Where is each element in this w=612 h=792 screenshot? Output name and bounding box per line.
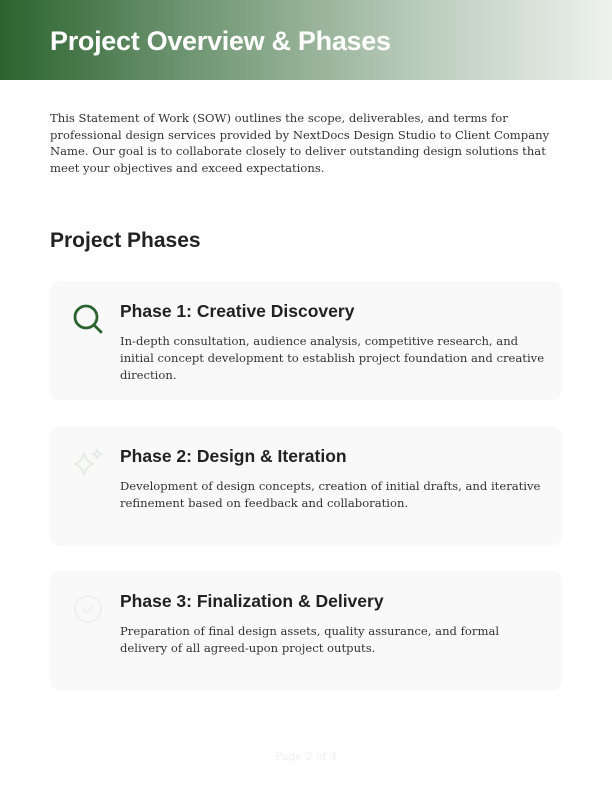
page-header	[0, 0, 612, 80]
page-title: Project Overview & Phases	[50, 26, 391, 56]
intro-paragraph: This Statement of Work (SOW) outlines the scope, deliverables, and terms for professional design services provided by NextDocs Design Studio to Client Company Name. Our goal is to collaborate closely to deliver outstanding design solutions that meet your objectives and exceed expectations.	[50, 111, 550, 175]
phase-card-3	[50, 571, 562, 691]
sparkles-icon	[70, 446, 106, 482]
phase-card-2	[50, 426, 562, 546]
check-circle-icon	[70, 591, 106, 627]
phase-description: In-depth consultation, audience analysis, competitive research, and initial concept development to establish project foundation and creative direction.	[120, 334, 545, 382]
phase-title: Phase 3: Finalization & Delivery	[120, 591, 384, 611]
phase-description: Development of design concepts, creation of initial drafts, and iterative refinement based on feedback and collaboration.	[120, 479, 541, 510]
phase-description: Preparation of final design assets, quality assurance, and formal delivery of all agreed-upon project outputs.	[120, 624, 500, 655]
phase-title: Phase 1: Creative Discovery	[120, 301, 355, 321]
phase-title: Phase 2: Design & Iteration	[120, 446, 347, 466]
page-number: Page 2 of 4	[274, 750, 338, 763]
phase-card-1	[50, 281, 562, 400]
search-icon	[70, 301, 106, 337]
section-title: Project Phases	[50, 229, 201, 252]
